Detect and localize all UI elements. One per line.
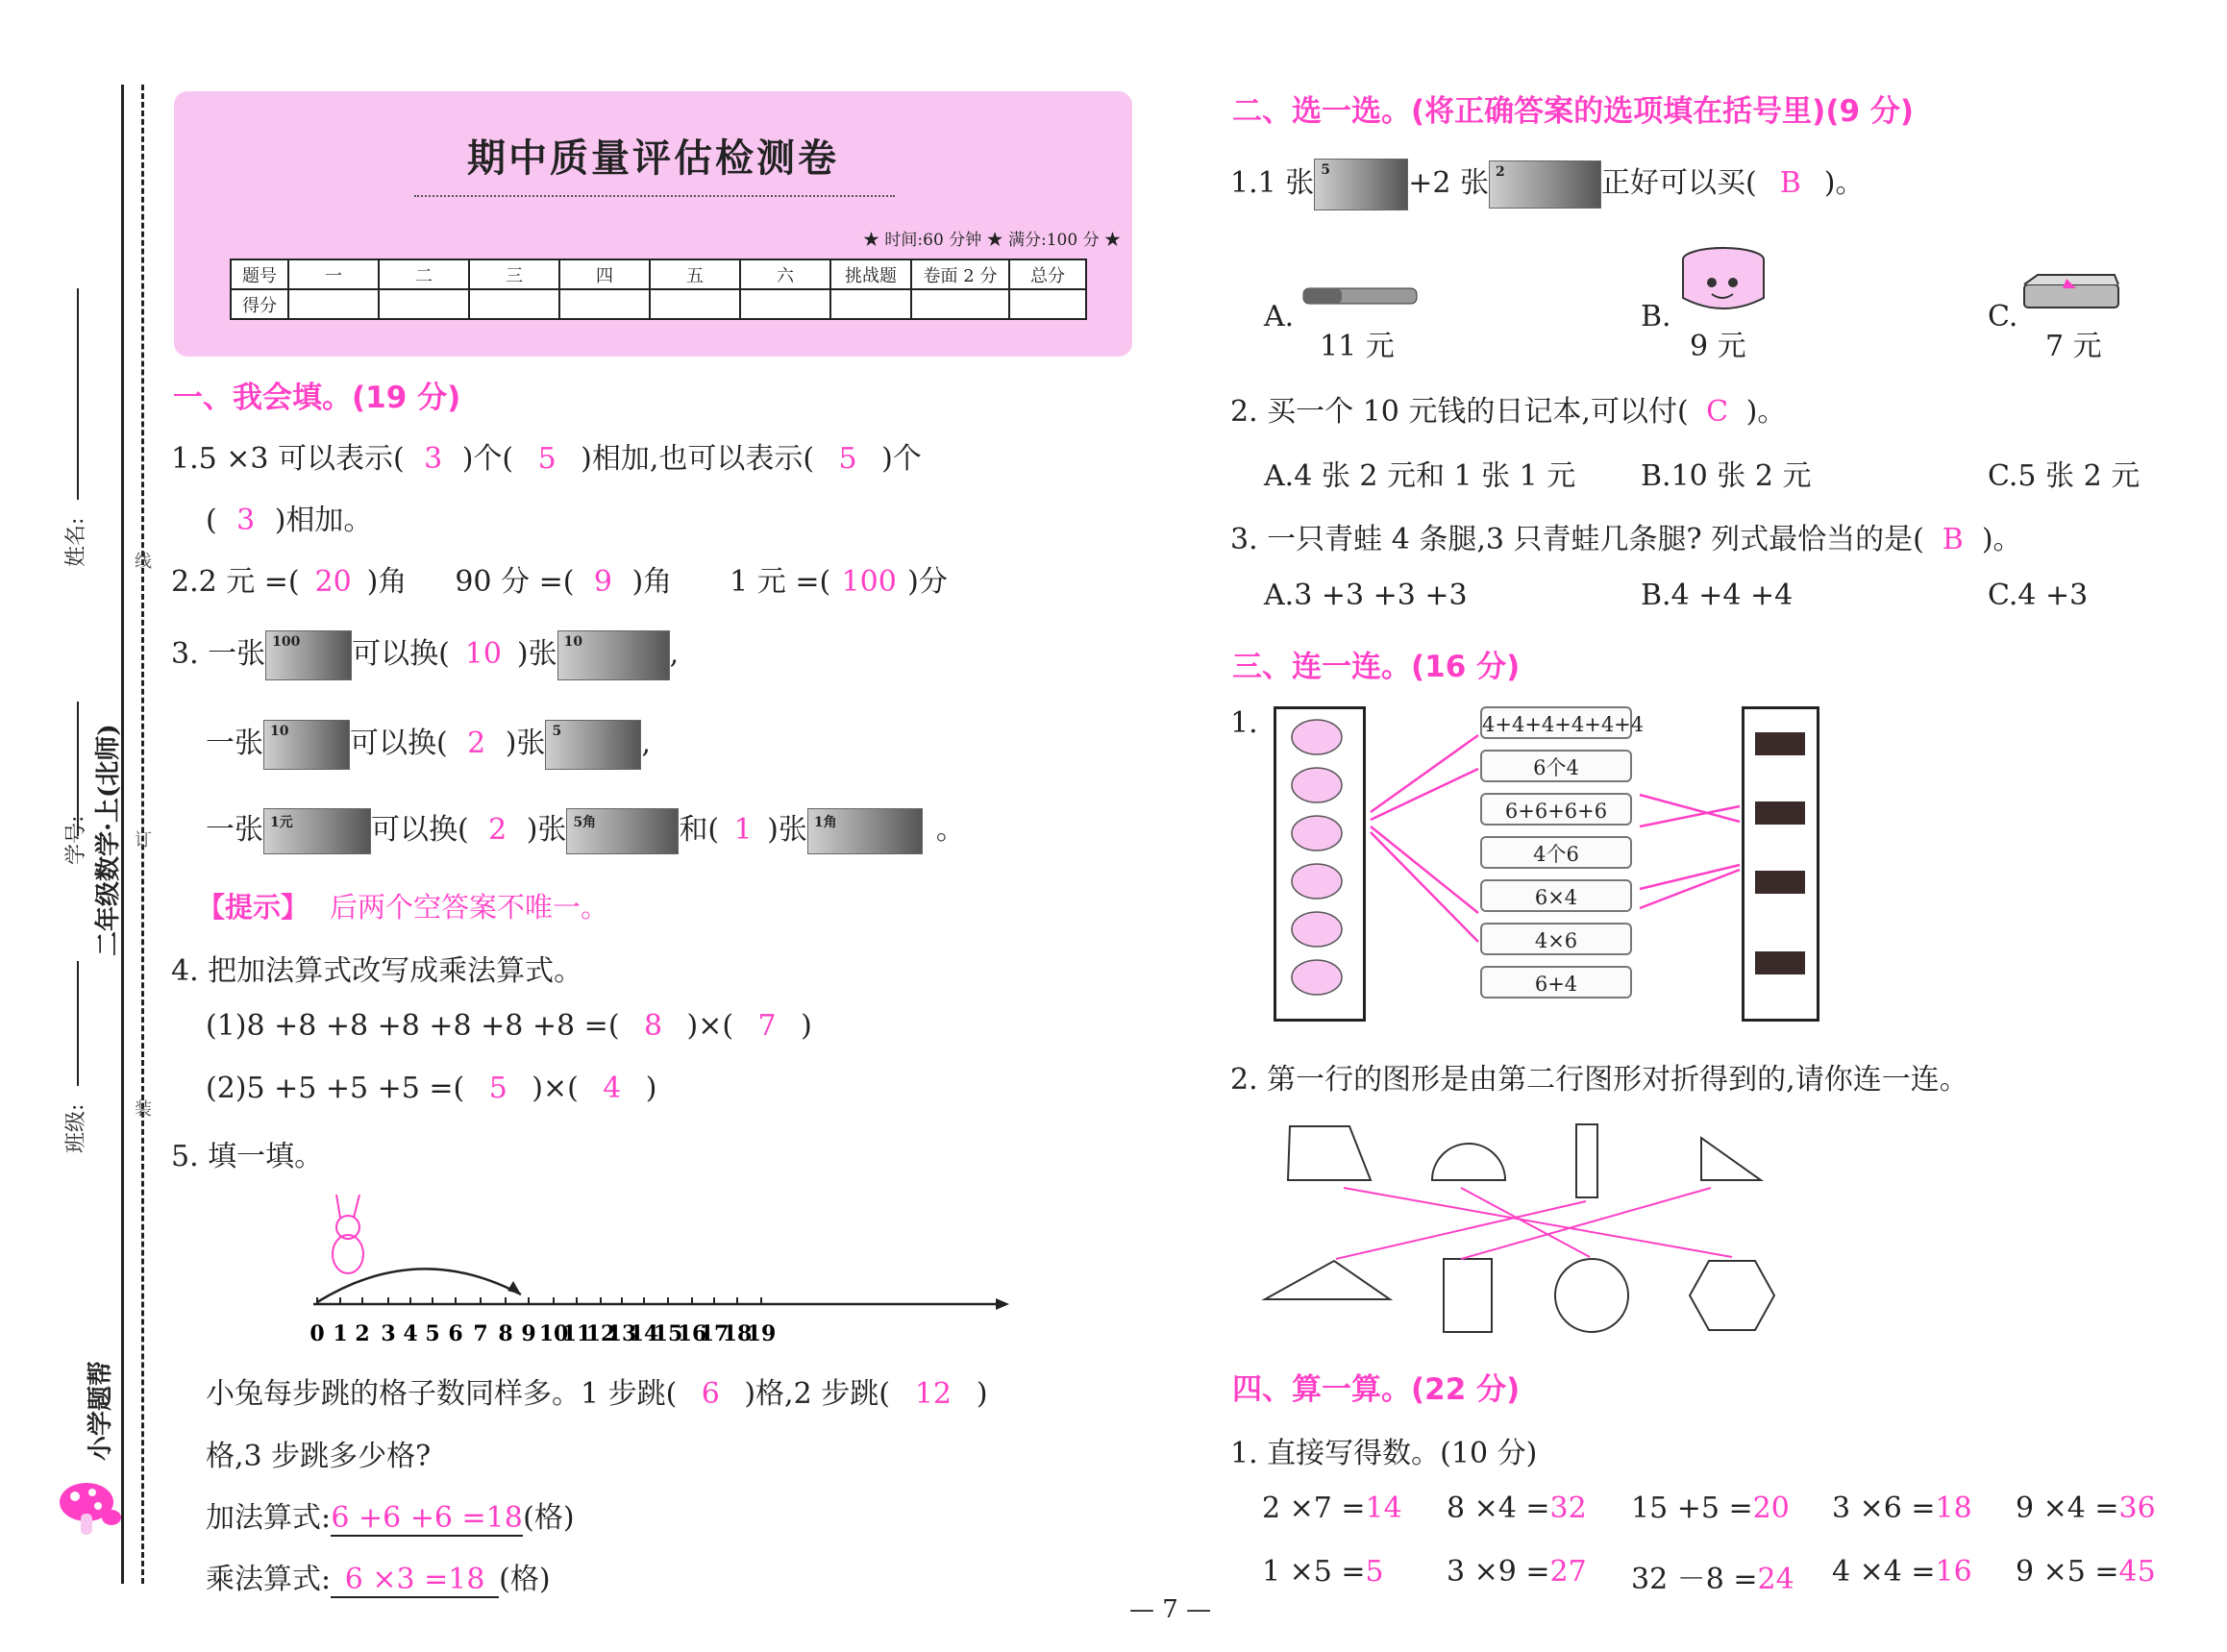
banknote-1-yuan-icon: 1元 <box>263 808 371 854</box>
banknote-1-jiao-icon: 1角 <box>807 808 923 854</box>
banknote-5-icon: 5 <box>1314 159 1408 210</box>
score-cell: 四 <box>559 259 650 289</box>
calc-question: 32 －8 = <box>1631 1563 1758 1596</box>
q2-1-text: 1.1 张 <box>1230 166 1315 200</box>
banknote-10-icon: 10 <box>557 630 670 680</box>
cut-line-label: 线 <box>135 552 152 572</box>
exam-meta: ★ 时间:60 分钟 ★ 满分:100 分 ★ <box>863 231 1121 250</box>
circle-shape <box>1555 1259 1628 1332</box>
answer[interactable]: B <box>1779 166 1801 200</box>
calc-item <box>1631 1555 1794 1597</box>
score-input-cell[interactable] <box>559 289 650 319</box>
answer[interactable]: 8 <box>643 1009 663 1043</box>
answer[interactable]: 20 <box>314 565 352 599</box>
chocolate-icons <box>1751 723 1809 982</box>
q1-4-text: )×( <box>686 1009 734 1043</box>
q1-4-1 <box>206 1009 812 1043</box>
title-divider <box>414 195 895 197</box>
q2-3-opt-c: C.4 +3 <box>1988 579 2089 612</box>
hint <box>197 886 608 925</box>
sidebar-name-line <box>77 288 79 500</box>
q1-3-text: 和( <box>679 813 720 847</box>
match-line <box>1371 769 1478 820</box>
q1-4-text: (2)5 +5 +5 +5 =( <box>206 1072 465 1105</box>
match-line <box>1371 735 1478 812</box>
chocolate-bar-icon <box>1755 871 1805 894</box>
exam-title: 期中质量评估检测卷 <box>467 136 839 181</box>
jump-arrowhead <box>507 1281 521 1294</box>
banknote-5-icon: 5 <box>545 720 641 770</box>
q1-5-add <box>206 1493 575 1537</box>
q1-1-cont <box>206 496 372 538</box>
q3-1-num: 1. <box>1230 706 1258 740</box>
tick-label: 15 <box>653 1321 683 1346</box>
unit: (格) <box>523 1501 575 1535</box>
answer[interactable]: 1 <box>733 813 753 847</box>
answer[interactable]: 2 <box>488 813 507 847</box>
answer[interactable]: 2 <box>467 727 486 760</box>
calc-answer[interactable]: 5 <box>1365 1555 1384 1589</box>
q1-3-text: 一张 <box>208 637 266 671</box>
tick-label: 1 <box>333 1321 348 1346</box>
tick-label: 3 <box>381 1321 396 1346</box>
option-a-key: A. <box>1264 300 1295 333</box>
calc-item <box>1447 1555 1587 1589</box>
option-c-price: 7 元 <box>2045 330 2102 363</box>
q1-3-text: )张 <box>505 727 546 760</box>
q1-2-text: )分 <box>907 565 948 599</box>
score-input-cell[interactable] <box>830 289 911 319</box>
banknote-10-icon: 10 <box>263 720 350 770</box>
q1-2-text: )角 <box>366 565 408 599</box>
cut-zhuang-label: 装 <box>135 1099 152 1120</box>
banknote-100-icon: 100 <box>265 630 352 680</box>
score-cell: 挑战题 <box>830 259 911 289</box>
q1-3-text: )张 <box>767 813 807 847</box>
answer[interactable]: 6 ×3 =18 <box>331 1563 499 1598</box>
q1-5-text: )格,2 步跳( <box>744 1377 890 1411</box>
q1-3-row2 <box>206 719 651 770</box>
q1-3-text: 可以换( <box>350 727 448 760</box>
expression-scroll[interactable]: 6个4 <box>1480 750 1632 782</box>
triangle-shape <box>1265 1261 1390 1299</box>
q1-4-text: )×( <box>532 1072 579 1105</box>
q2-3 <box>1230 515 2022 557</box>
score-cell: 三 <box>469 259 559 289</box>
answer[interactable]: 100 <box>841 565 897 599</box>
q1-1-text: ( <box>206 504 217 537</box>
shapes-diagram <box>1250 1115 1788 1345</box>
score-input-cell[interactable] <box>379 289 469 319</box>
calc-answer[interactable]: 27 <box>1549 1555 1587 1589</box>
score-input-cell[interactable] <box>650 289 740 319</box>
calc-item <box>2016 1492 2156 1525</box>
hexagon-shape <box>1690 1261 1774 1330</box>
q2-1 <box>1230 159 1864 210</box>
score-cell: 得分 <box>231 289 288 319</box>
q1-3-text: 可以换( <box>352 637 450 671</box>
score-table-header-row <box>231 259 1086 289</box>
section-2-title: 二、选一选。(将正确答案的选项填在括号里)(9 分) <box>1232 94 1915 129</box>
calc-question: 4 ×4 = <box>1832 1555 1936 1589</box>
tick-label: 11 <box>561 1321 592 1346</box>
score-input-cell[interactable] <box>740 289 830 319</box>
calc-answer[interactable]: 45 <box>2118 1555 2156 1589</box>
q1-4-2 <box>206 1072 657 1105</box>
tick-label: 6 <box>448 1321 463 1346</box>
q3-2: 2. 第一行的图形是由第二行图形对折得到的,请你连一连。 <box>1230 1063 1968 1097</box>
tick-label: 5 <box>425 1321 440 1346</box>
expression-scroll[interactable]: 6×4 <box>1480 879 1632 912</box>
calc-answer[interactable]: 24 <box>1757 1563 1794 1596</box>
thin-rectangle-shape <box>1576 1124 1597 1197</box>
tick-label: 17 <box>699 1321 730 1346</box>
option-b-price: 9 元 <box>1690 330 1746 363</box>
calc-item <box>1447 1492 1587 1525</box>
calc-answer[interactable]: 16 <box>1935 1555 1972 1589</box>
score-table-score-row <box>231 289 1086 319</box>
option-b-key: B. <box>1641 300 1671 333</box>
match-line <box>1461 1188 1711 1259</box>
q1-1 <box>171 434 922 477</box>
score-cell: 卷面 2 分 <box>911 259 1009 289</box>
pencil-sharpener-icon <box>1677 242 1769 321</box>
q2-1-text: )。 <box>1823 166 1865 200</box>
expression-scroll[interactable]: 4个6 <box>1480 836 1632 869</box>
expression-scroll[interactable]: 6+4 <box>1480 966 1632 999</box>
expression-scroll[interactable]: 6+6+6+6 <box>1480 793 1632 826</box>
q2-2 <box>1230 387 1786 430</box>
mushroom-logo-icon <box>56 1475 125 1542</box>
frog-icon <box>1292 720 1342 754</box>
frog-icon <box>1292 960 1342 995</box>
tick-label: 18 <box>722 1321 753 1346</box>
section-3-title: 三、连一连。(16 分) <box>1232 650 1521 684</box>
q1-3-text: 。 <box>935 813 965 847</box>
q2-1-text: 正好可以买( <box>1601 166 1757 200</box>
calc-question: 3 ×9 = <box>1447 1555 1550 1589</box>
tick-label: 12 <box>585 1321 616 1346</box>
q1-3-text: )张 <box>526 813 567 847</box>
hint-text: 后两个空答案不唯一。 <box>330 891 609 924</box>
frog-icon <box>1292 864 1342 899</box>
match-line <box>1640 870 1740 908</box>
answer[interactable]: 6 +6 +6 =18 <box>331 1501 523 1535</box>
unit: (格) <box>499 1563 551 1596</box>
q1-3-text: 一张 <box>206 813 263 847</box>
frog-icon <box>1292 912 1342 947</box>
q2-3-text: )。 <box>1981 523 2022 556</box>
q2-2-text: )。 <box>1745 395 1787 429</box>
q1-4-text: ) <box>645 1072 657 1105</box>
tick-label: 16 <box>677 1321 707 1346</box>
q1-1-text: )个( <box>461 442 514 476</box>
q4-1: 1. 直接写得数。(10 分) <box>1230 1437 1538 1470</box>
answer[interactable]: 3 <box>424 442 443 476</box>
calc-answer[interactable]: 32 <box>1549 1492 1587 1525</box>
q1-3-text: )张 <box>516 637 557 671</box>
q1-2-text: 2.2 元 =( <box>171 565 300 599</box>
calc-item <box>1631 1492 1790 1525</box>
q2-2-opt-a: A.4 张 2 元和 1 张 1 元 <box>1264 459 1576 493</box>
hint-label: 【提示】 <box>197 891 309 924</box>
answer[interactable]: 5 <box>488 1072 507 1105</box>
answer[interactable]: C <box>1706 395 1729 429</box>
tick-label: 0 <box>309 1321 325 1346</box>
sidebar-class-label: 班级: <box>64 1103 88 1153</box>
q1-4-text: ) <box>801 1009 812 1043</box>
calc-answer[interactable]: 20 <box>1752 1492 1790 1525</box>
pen-icon <box>1296 279 1421 317</box>
sidebar-grade: 二年级数学·上(北师) <box>94 724 123 956</box>
q1-4-text: (1)8 +8 +8 +8 +8 +8 +8 =( <box>206 1009 620 1043</box>
match-line <box>1640 865 1740 889</box>
add-label: 加法算式: <box>206 1501 332 1535</box>
semicircle-shape <box>1432 1144 1505 1180</box>
score-cell: 五 <box>650 259 740 289</box>
page-number: — 7 — <box>1129 1595 1212 1624</box>
score-cell: 总分 <box>1009 259 1086 289</box>
q1-4: 4. 把加法算式改写成乘法算式。 <box>171 954 583 988</box>
answer[interactable]: 9 <box>593 565 612 599</box>
calc-answer[interactable]: 14 <box>1365 1492 1402 1525</box>
q2-2-opt-c: C.5 张 2 元 <box>1988 459 2140 493</box>
option-c-key: C. <box>1988 300 2018 333</box>
calc-question: 15 +5 = <box>1631 1492 1753 1525</box>
match-lines-1 <box>1355 706 1759 1016</box>
q1-3-row1 <box>171 629 679 680</box>
tick-label: 4 <box>403 1321 418 1346</box>
answer[interactable]: 5 <box>537 442 557 476</box>
calc-question: 3 ×6 = <box>1832 1492 1936 1525</box>
answer[interactable]: 5 <box>838 442 857 476</box>
score-input-cell[interactable] <box>288 289 379 319</box>
frog-icon <box>1292 768 1342 802</box>
score-cell: 六 <box>740 259 830 289</box>
sidebar-class-line <box>77 961 79 1086</box>
sidebar-brand: 小学题帮 <box>87 1360 115 1461</box>
pencil-case-icon <box>2018 271 2124 313</box>
frog-icon <box>1292 816 1342 851</box>
tick-label: 10 <box>538 1321 569 1346</box>
tick-label: 13 <box>606 1321 637 1346</box>
calc-item <box>1832 1492 1972 1525</box>
tick-label: 9 <box>521 1321 536 1346</box>
banknote-2-icon: 2 <box>1489 160 1601 209</box>
q1-2-text: 90 分 =( <box>455 565 575 599</box>
half-trapezoid-shape <box>1288 1126 1371 1180</box>
q1-5-mul <box>206 1555 551 1598</box>
q1-2-text: )角 <box>631 565 673 599</box>
q1-2 <box>171 557 948 600</box>
score-input-cell[interactable] <box>1009 289 1086 319</box>
q1-5: 5. 填一填。 <box>171 1140 324 1173</box>
q1-2-text: 1 元 =( <box>730 565 831 599</box>
calc-answer[interactable]: 36 <box>2118 1492 2156 1525</box>
answer[interactable]: 4 <box>603 1072 622 1105</box>
tick-label: 14 <box>629 1321 659 1346</box>
tick-label: 8 <box>498 1321 513 1346</box>
exam-header <box>174 91 1132 357</box>
q2-3-opt-a: A.3 +3 +3 +3 <box>1264 579 1468 612</box>
option-a-price: 11 元 <box>1320 330 1395 363</box>
answer[interactable]: 6 <box>701 1377 720 1411</box>
tick-label: 2 <box>355 1321 370 1346</box>
calc-question: 1 ×5 = <box>1262 1555 1366 1589</box>
calc-question: 9 ×5 = <box>2016 1555 2119 1589</box>
calc-item <box>1262 1555 1384 1589</box>
frog-icons <box>1278 716 1355 1014</box>
calc-item <box>1262 1492 1402 1525</box>
score-input-cell[interactable] <box>911 289 1009 319</box>
match-line <box>1336 1201 1586 1259</box>
number-line <box>308 1187 1019 1355</box>
match-line <box>1371 832 1478 942</box>
q1-3-text: , <box>669 637 680 671</box>
axis-arrowhead <box>996 1298 1009 1310</box>
q1-3-text: 一张 <box>206 727 263 760</box>
score-input-cell[interactable] <box>469 289 559 319</box>
score-cell: 题号 <box>231 259 288 289</box>
chocolate-bar-icon <box>1755 732 1805 755</box>
answer[interactable]: 10 <box>464 637 502 671</box>
q1-5-text: 小兔每步跳的格子数同样多。1 步跳( <box>206 1377 678 1411</box>
expression-scroll[interactable]: 4+4+4+4+4+4 <box>1480 706 1632 739</box>
q1-1-text: )相加。 <box>274 504 373 537</box>
score-table <box>230 259 1087 320</box>
score-cell: 二 <box>379 259 469 289</box>
right-triangle-shape <box>1701 1138 1761 1180</box>
sidebar-id-label: 学号: <box>64 815 88 865</box>
answer[interactable]: 3 <box>236 504 256 537</box>
score-cell: 一 <box>288 259 379 289</box>
match-line <box>1371 826 1478 913</box>
answer[interactable]: B <box>1942 523 1964 556</box>
chocolate-bar-icon <box>1755 801 1805 825</box>
section-4-title: 四、算一算。(22 分) <box>1232 1372 1521 1407</box>
rabbit-icon <box>333 1195 363 1273</box>
q1-3-num: 3. <box>171 637 209 671</box>
tick-label: 19 <box>746 1321 777 1346</box>
q1-1-text: )个 <box>881 442 922 476</box>
q1-3-text: , <box>641 727 651 760</box>
rectangle-shape <box>1444 1259 1492 1332</box>
q1-1-text: )相加,也可以表示( <box>581 442 815 476</box>
q1-5-line1 <box>206 1369 988 1412</box>
banknote-5-jiao-icon: 5角 <box>566 808 679 854</box>
expression-scroll[interactable]: 4×6 <box>1480 923 1632 955</box>
q1-3-text: 可以换( <box>371 813 469 847</box>
mul-label: 乘法算式: <box>206 1563 332 1596</box>
q2-2-text: 2. 买一个 10 元钱的日记本,可以付( <box>1230 395 1689 429</box>
q1-5-line2: 格,3 步跳多少格? <box>206 1440 432 1473</box>
q2-3-text: 3. 一只青蛙 4 条腿,3 只青蛙几条腿? 列式最恰当的是( <box>1230 523 1924 556</box>
calc-question: 2 ×7 = <box>1262 1492 1366 1525</box>
calc-question: 8 ×4 = <box>1447 1492 1550 1525</box>
q2-3-opt-b: B.4 +4 +4 <box>1641 579 1794 612</box>
match-line <box>1461 1188 1590 1257</box>
section-1-title: 一、我会填。(19 分) <box>173 381 461 415</box>
sidebar-name-label: 姓名: <box>64 517 88 567</box>
q1-3-row3 <box>206 805 965 854</box>
q2-2-opt-b: B.10 张 2 元 <box>1641 459 1812 493</box>
calc-question: 9 ×4 = <box>2016 1492 2119 1525</box>
calc-item <box>2016 1555 2156 1589</box>
calc-item <box>1832 1555 1972 1589</box>
q1-1-text: 1.5 ×3 可以表示( <box>171 442 405 476</box>
chocolate-bar-icon <box>1755 951 1805 974</box>
cut-ding-label: 订 <box>135 830 152 851</box>
answer[interactable]: 12 <box>914 1377 952 1411</box>
calc-answer[interactable]: 18 <box>1935 1492 1972 1525</box>
q1-5-text: ) <box>976 1377 988 1411</box>
tick-label: 7 <box>473 1321 488 1346</box>
answer[interactable]: 7 <box>757 1009 777 1043</box>
q2-1-text: +2 张 <box>1408 166 1490 200</box>
